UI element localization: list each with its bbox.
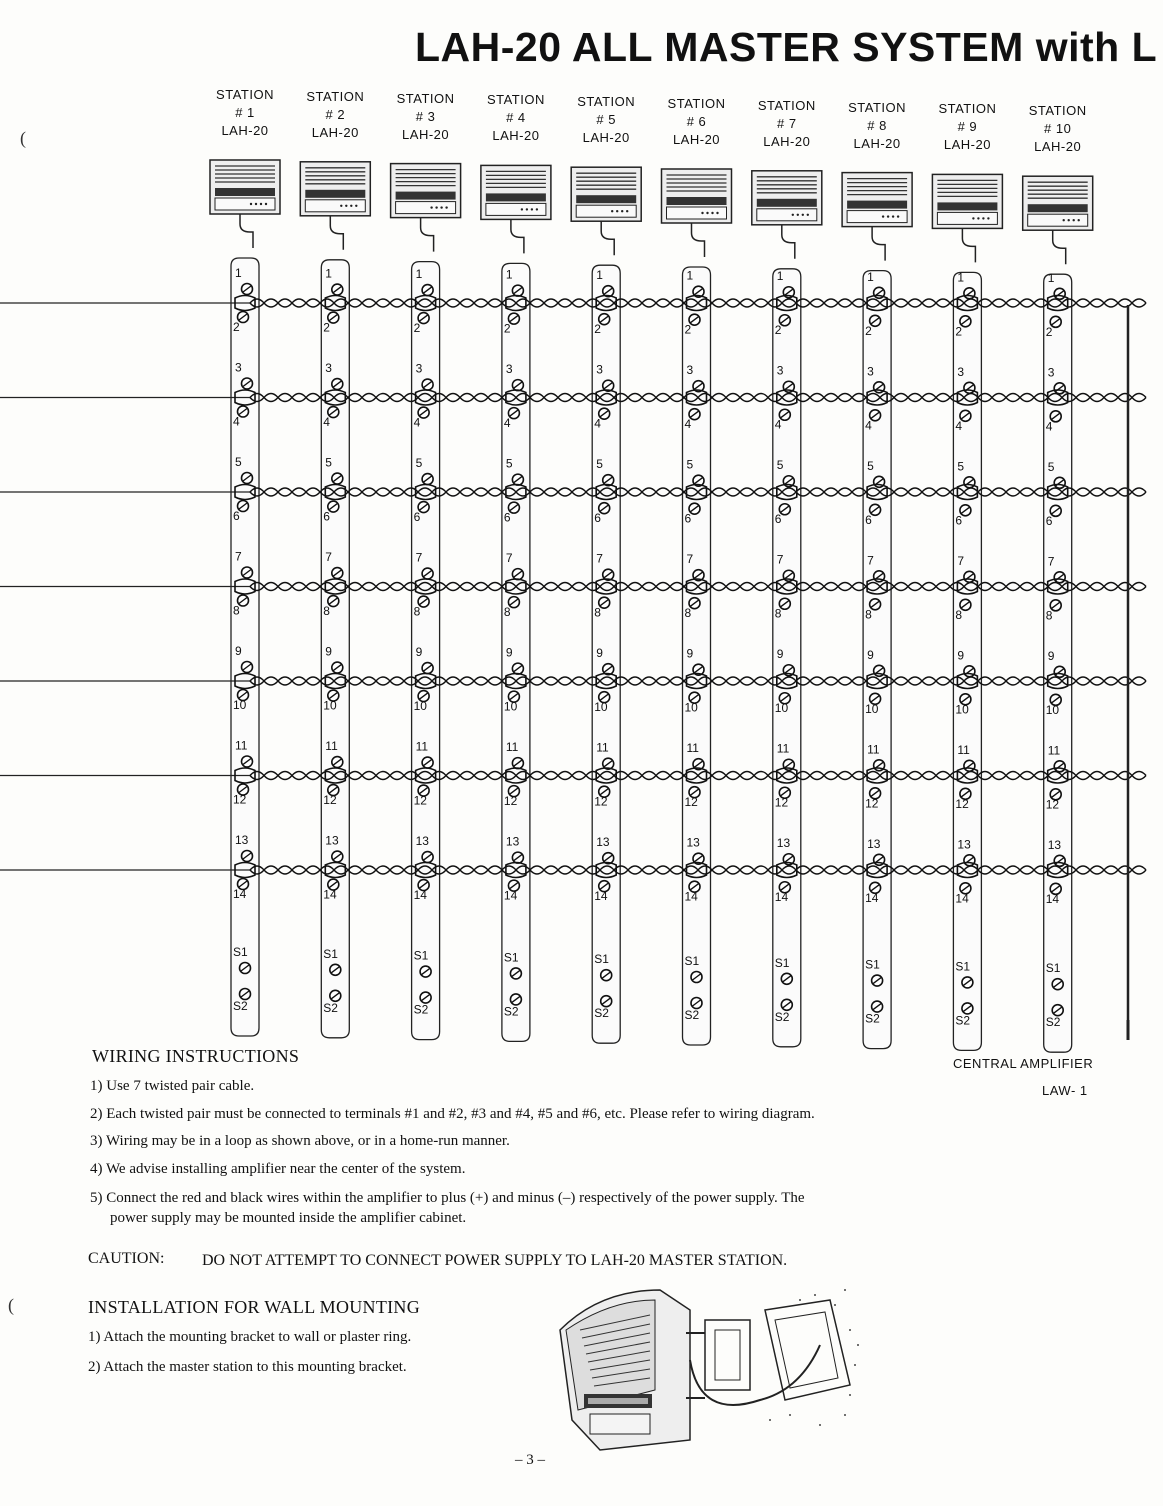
terminal-number: 12 <box>413 793 427 808</box>
terminal-number: 3 <box>235 360 242 375</box>
supply-terminal-label: S1 <box>323 946 338 961</box>
master-station-unit <box>571 167 641 255</box>
supply-terminal <box>601 996 612 1007</box>
terminal-screw <box>512 380 523 391</box>
supply-terminal <box>420 992 431 1003</box>
terminal-screw <box>242 567 253 578</box>
supply-terminal-label: S2 <box>503 1004 519 1019</box>
terminal-number: 8 <box>503 605 511 620</box>
station-model: LAH-20 <box>672 132 721 147</box>
terminal-number: 3 <box>1047 365 1055 380</box>
terminal-number: 11 <box>686 741 699 756</box>
terminal-screw <box>242 851 253 862</box>
station-model: LAH-20 <box>492 128 540 144</box>
installation-heading: INSTALLATION FOR WALL MOUNTING <box>88 1297 421 1317</box>
terminal-number: 9 <box>325 644 332 659</box>
terminal-number: 5 <box>867 458 874 473</box>
station-label: STATION <box>306 88 365 104</box>
terminal-screw <box>332 851 343 862</box>
terminal-number: 11 <box>415 739 429 754</box>
supply-terminal-label: S2 <box>774 1009 790 1024</box>
terminal-number: 12 <box>503 794 518 809</box>
station-number: # 10 <box>1044 121 1072 137</box>
terminal-number: 10 <box>955 702 969 717</box>
terminal-number: 10 <box>1045 702 1060 717</box>
terminal-screw <box>332 284 343 295</box>
station-label: STATION <box>216 87 274 102</box>
terminal-screw <box>422 285 433 296</box>
terminal-number: 1 <box>596 268 603 283</box>
terminal-number: 8 <box>323 604 330 619</box>
station-model: LAH-20 <box>402 126 450 142</box>
supply-terminal-label: S2 <box>594 1006 609 1021</box>
terminal-number: 2 <box>1045 324 1053 339</box>
terminal-screw <box>512 852 523 863</box>
supply-terminal <box>781 973 792 984</box>
terminal-number: 13 <box>867 836 881 851</box>
amplifier-model: LAW- 1 <box>1042 1083 1088 1098</box>
terminal-number: 11 <box>505 740 519 755</box>
terminal-number: 5 <box>325 455 332 470</box>
terminal-number: 6 <box>1045 513 1053 528</box>
terminal-number: 10 <box>413 699 427 714</box>
terminal-number: 8 <box>955 607 963 622</box>
terminal-number: 12 <box>323 793 337 808</box>
supply-terminal-label: S2 <box>1045 1015 1061 1030</box>
terminal-number: 1 <box>686 268 694 283</box>
supply-terminal <box>420 966 431 977</box>
supply-terminal <box>240 963 251 974</box>
terminal-number: 7 <box>596 551 603 566</box>
supply-terminal <box>1052 1005 1063 1016</box>
terminal-number: 4 <box>1045 419 1053 434</box>
terminal-number: 3 <box>596 362 603 377</box>
terminal-number: 14 <box>594 889 608 904</box>
terminal-number: 3 <box>505 362 513 377</box>
terminal-number: 10 <box>594 700 608 715</box>
terminal-number: 6 <box>233 509 240 523</box>
supply-terminal <box>510 968 521 979</box>
terminal-number: 10 <box>865 701 879 716</box>
terminal-number: 6 <box>323 509 330 524</box>
station-label: STATION <box>757 97 816 113</box>
terminal-number: 6 <box>865 512 872 527</box>
terminal-number: 3 <box>686 363 694 378</box>
caution-label: CAUTION: <box>88 1250 165 1267</box>
terminal-number: 8 <box>413 604 421 619</box>
supply-terminal <box>962 977 973 988</box>
terminal-number: 3 <box>867 364 874 379</box>
terminal-number: 14 <box>503 888 518 903</box>
supply-terminal-label: S1 <box>594 952 609 967</box>
station-label: STATION <box>938 101 997 117</box>
terminal-number: 2 <box>865 323 872 338</box>
station-label: STATION <box>667 96 726 111</box>
terminal-number: 13 <box>776 836 791 851</box>
supply-terminal-label: S2 <box>413 1002 429 1017</box>
terminal-number: 13 <box>325 833 339 848</box>
terminal-number: 1 <box>776 269 784 284</box>
supply-terminal-label: S1 <box>774 955 790 970</box>
terminal-number: 9 <box>957 648 965 663</box>
terminal-number: 8 <box>865 607 872 622</box>
terminal-number: 6 <box>594 511 601 526</box>
terminal-number: 10 <box>503 699 518 714</box>
terminal-number: 13 <box>415 834 429 849</box>
station-number: # 1 <box>235 105 255 120</box>
terminal-number: 1 <box>325 266 332 281</box>
terminal-number: 5 <box>776 458 784 473</box>
terminal-screw <box>512 285 523 296</box>
terminal-number: 12 <box>233 792 247 807</box>
wall-mount-illustration <box>560 1289 859 1450</box>
terminal-screw <box>242 378 253 389</box>
supply-terminal <box>1052 979 1063 990</box>
terminal-number: 6 <box>413 510 421 525</box>
station-number: # 9 <box>957 119 978 135</box>
amplifier-label: CENTRAL AMPLIFIER <box>953 1056 1094 1071</box>
supply-terminal-label: S1 <box>233 945 248 959</box>
station-label: STATION <box>486 92 545 108</box>
supply-terminal-label: S1 <box>684 954 700 968</box>
terminal-number: 5 <box>415 456 423 471</box>
master-station-unit <box>932 174 1002 262</box>
terminal-screw <box>332 379 343 390</box>
terminal-number: 11 <box>957 742 970 757</box>
wiring-heading: WIRING INSTRUCTIONS <box>92 1046 300 1066</box>
terminal-number: 1 <box>415 267 423 282</box>
terminal-number: 13 <box>686 835 700 850</box>
page-title: LAH-20 ALL MASTER SYSTEM with L <box>415 24 1158 70</box>
master-station-unit <box>300 162 370 250</box>
supply-terminal-label: S2 <box>233 999 248 1013</box>
terminal-screw <box>242 473 253 484</box>
terminal-number: 13 <box>596 835 610 850</box>
wiring-step-5: 5) Connect the red and black wires within the amplifier to plus (+) and minus (–) respectively of the power supply. The <box>90 1190 805 1206</box>
terminal-number: 11 <box>596 740 609 755</box>
terminal-screw <box>332 662 343 673</box>
master-station-unit <box>210 160 280 248</box>
terminal-screw <box>422 474 433 485</box>
terminal-number: 4 <box>413 415 421 430</box>
terminal-screw <box>1054 761 1065 772</box>
supply-terminal <box>691 998 702 1009</box>
terminal-number: 7 <box>415 550 423 565</box>
terminal-number: 12 <box>1045 797 1060 812</box>
installation-step-1: 1) Attach the mounting bracket to wall or plaster ring. <box>88 1329 412 1345</box>
terminal-number: 12 <box>684 795 698 810</box>
wiring-step-4: 4) We advise installing amplifier near the center of the system. <box>90 1161 466 1177</box>
terminal-number: 10 <box>233 698 247 712</box>
terminal-number: 5 <box>596 457 603 472</box>
caution-text: DO NOT ATTEMPT TO CONNECT POWER SUPPLY TO LAH-20 MASTER STATION. <box>202 1252 788 1269</box>
terminal-number: 14 <box>233 887 247 901</box>
terminal-number: 7 <box>686 552 694 567</box>
station-label: STATION <box>577 94 636 110</box>
terminal-screw <box>512 663 523 674</box>
supply-terminal <box>872 975 883 986</box>
terminal-screw <box>1054 666 1065 677</box>
station-number: # 8 <box>867 117 887 133</box>
page-number: – 3 – <box>515 1452 545 1468</box>
terminal-number: 9 <box>686 646 694 661</box>
supply-terminal-label: S1 <box>865 957 880 972</box>
installation-step-2: 2) Attach the master station to this mounting bracket. <box>88 1359 407 1375</box>
terminal-number: 5 <box>686 457 694 472</box>
supply-terminal <box>510 994 521 1005</box>
station-model: LAH-20 <box>943 137 991 153</box>
terminal-number: 8 <box>1045 608 1053 623</box>
terminal-number: 9 <box>235 644 242 658</box>
terminal-number: 2 <box>955 324 963 339</box>
terminal-screw <box>242 662 253 673</box>
station-number: # 3 <box>415 108 436 124</box>
terminal-number: 2 <box>503 321 511 336</box>
terminal-screw <box>1054 383 1065 394</box>
terminal-number: 4 <box>774 417 782 432</box>
terminal-number: 7 <box>776 552 784 567</box>
supply-terminal <box>601 970 612 981</box>
terminal-screw <box>512 758 523 769</box>
terminal-number: 2 <box>413 321 421 336</box>
wiring-step-6: power supply may be mounted inside the amplifier cabinet. <box>110 1210 467 1226</box>
terminal-screw <box>332 568 343 579</box>
terminal-number: 10 <box>684 700 698 715</box>
terminal-number: 9 <box>596 646 603 661</box>
terminal-number: 1 <box>867 269 874 284</box>
terminal-number: 1 <box>505 267 513 282</box>
terminal-number: 8 <box>684 606 692 621</box>
supply-terminal-label: S2 <box>865 1011 880 1026</box>
terminal-number: 11 <box>235 738 248 753</box>
master-station-unit <box>481 165 551 253</box>
station-number: # 5 <box>596 112 616 128</box>
station-model: LAH-20 <box>582 130 630 146</box>
terminal-screw <box>1054 855 1065 866</box>
terminal-number: 10 <box>323 698 337 713</box>
terminal-number: 14 <box>323 887 337 902</box>
terminal-number: 7 <box>505 551 513 566</box>
terminal-number: 4 <box>594 416 601 431</box>
terminal-number: 14 <box>684 889 698 904</box>
terminal-number: 9 <box>776 647 784 662</box>
terminal-number: 7 <box>325 550 332 565</box>
master-station-unit <box>842 173 912 261</box>
terminal-number: 14 <box>413 888 427 903</box>
supply-terminal <box>330 990 341 1001</box>
terminal-screw <box>422 852 433 863</box>
wiring-step-1: 1) Use 7 twisted pair cable. <box>90 1078 255 1094</box>
terminal-number: 3 <box>957 364 965 379</box>
terminal-number: 4 <box>684 417 692 432</box>
station-number: # 6 <box>686 114 707 129</box>
terminal-number: 12 <box>774 795 789 810</box>
supply-terminal <box>872 1001 883 1012</box>
terminal-number: 2 <box>594 322 601 337</box>
supply-terminal-label: S1 <box>955 959 971 974</box>
terminal-number: 11 <box>776 741 790 756</box>
station-model: LAH-20 <box>311 124 359 140</box>
terminal-number: 4 <box>503 416 511 431</box>
station-model: LAH-20 <box>763 133 811 149</box>
terminal-number: 4 <box>955 418 963 433</box>
terminal-number: 14 <box>865 890 879 905</box>
supply-terminal-label: S2 <box>684 1008 700 1022</box>
terminal-number: 10 <box>774 701 789 716</box>
terminal-number: 12 <box>594 794 608 809</box>
station-label: STATION <box>848 99 907 115</box>
terminal-number: 5 <box>235 455 242 469</box>
station-label: STATION <box>1028 103 1087 119</box>
master-station-unit <box>752 171 822 259</box>
terminal-screw <box>422 568 433 579</box>
terminal-number: 5 <box>1047 459 1055 474</box>
station-number: # 4 <box>506 110 526 126</box>
margin-mark: ( <box>8 1295 14 1315</box>
terminal-number: 12 <box>955 796 969 811</box>
terminal-number: 9 <box>1047 648 1055 663</box>
terminal-screw <box>332 473 343 484</box>
supply-terminal <box>962 1003 973 1014</box>
terminal-screw <box>332 757 343 768</box>
station-number: # 7 <box>777 115 797 131</box>
terminal-number: 14 <box>1045 891 1060 906</box>
master-station-unit <box>1023 176 1093 264</box>
terminal-number: 11 <box>1047 743 1061 758</box>
wiring-step-2: 2) Each twisted pair must be connected to terminals #1 and #2, #3 and #4, #5 and #6, etc. Please refer to wiring diagram. <box>90 1106 815 1122</box>
terminal-number: 13 <box>235 833 249 847</box>
terminal-number: 4 <box>865 418 872 433</box>
terminal-number: 7 <box>235 549 242 564</box>
terminal-number: 13 <box>505 834 520 849</box>
terminal-number: 2 <box>323 320 330 335</box>
master-station-unit <box>662 169 732 257</box>
terminal-number: 5 <box>957 459 965 474</box>
terminal-number: 4 <box>323 415 330 430</box>
supply-terminal <box>330 964 341 975</box>
station-label: STATION <box>396 90 455 106</box>
terminal-screw <box>1054 477 1065 488</box>
terminal-screw <box>512 569 523 580</box>
terminal-screw <box>1054 572 1065 583</box>
terminal-number: 11 <box>325 739 338 754</box>
wiring-step-3: 3) Wiring may be in a loop as shown above, or in a home-run manner. <box>90 1133 510 1149</box>
station-model: LAH-20 <box>1034 139 1082 155</box>
terminal-number: 1 <box>1047 270 1055 285</box>
terminal-number: 13 <box>957 837 971 852</box>
station-model: LAH-20 <box>221 123 269 138</box>
supply-terminal-label: S1 <box>503 950 519 965</box>
terminal-number: 6 <box>503 510 511 525</box>
terminal-number: 9 <box>505 645 513 660</box>
terminal-number: 9 <box>415 645 423 660</box>
terminal-number: 8 <box>774 606 782 621</box>
master-station-unit <box>391 164 461 252</box>
terminal-number: 6 <box>684 511 692 526</box>
terminal-screw <box>1054 288 1065 299</box>
terminal-number: 7 <box>1047 554 1055 569</box>
terminal-screw <box>422 663 433 674</box>
terminal-number: 2 <box>233 320 240 334</box>
station-model: LAH-20 <box>853 135 901 151</box>
supply-terminal-label: S1 <box>1045 961 1061 976</box>
terminal-number: 2 <box>684 322 692 337</box>
terminal-screw <box>242 284 253 295</box>
terminal-number: 8 <box>594 605 601 620</box>
terminal-number: 3 <box>415 361 423 376</box>
terminal-screw <box>242 756 253 767</box>
terminal-screw <box>512 474 523 485</box>
terminal-number: 4 <box>233 414 240 429</box>
terminal-number: 3 <box>325 361 332 376</box>
terminal-screw <box>422 379 433 390</box>
terminal-number: 7 <box>867 553 874 568</box>
terminal-number: 3 <box>776 363 784 378</box>
supply-terminal <box>691 972 702 983</box>
supply-terminal-label: S1 <box>413 948 429 963</box>
terminal-number: 2 <box>774 323 782 338</box>
terminal-number: 1 <box>957 270 965 285</box>
terminal-number: 6 <box>774 512 782 527</box>
terminal-number: 1 <box>235 266 242 280</box>
terminal-number: 14 <box>774 890 789 905</box>
supply-terminal-label: S2 <box>323 1000 338 1015</box>
terminal-number: 5 <box>505 456 513 471</box>
station-number: # 2 <box>325 106 346 122</box>
supply-terminal <box>240 989 251 1000</box>
terminal-number: 13 <box>1047 837 1062 852</box>
supply-terminal-label: S2 <box>955 1013 971 1028</box>
margin-mark: ( <box>20 128 26 148</box>
terminal-number: 8 <box>233 603 240 618</box>
terminal-number: 6 <box>955 513 963 528</box>
terminal-number: 12 <box>865 796 879 811</box>
terminal-number: 11 <box>867 742 880 757</box>
terminal-screw <box>422 757 433 768</box>
supply-terminal <box>781 999 792 1010</box>
terminal-number: 9 <box>867 647 874 662</box>
terminal-number: 14 <box>955 891 969 906</box>
terminal-number: 7 <box>957 553 965 568</box>
